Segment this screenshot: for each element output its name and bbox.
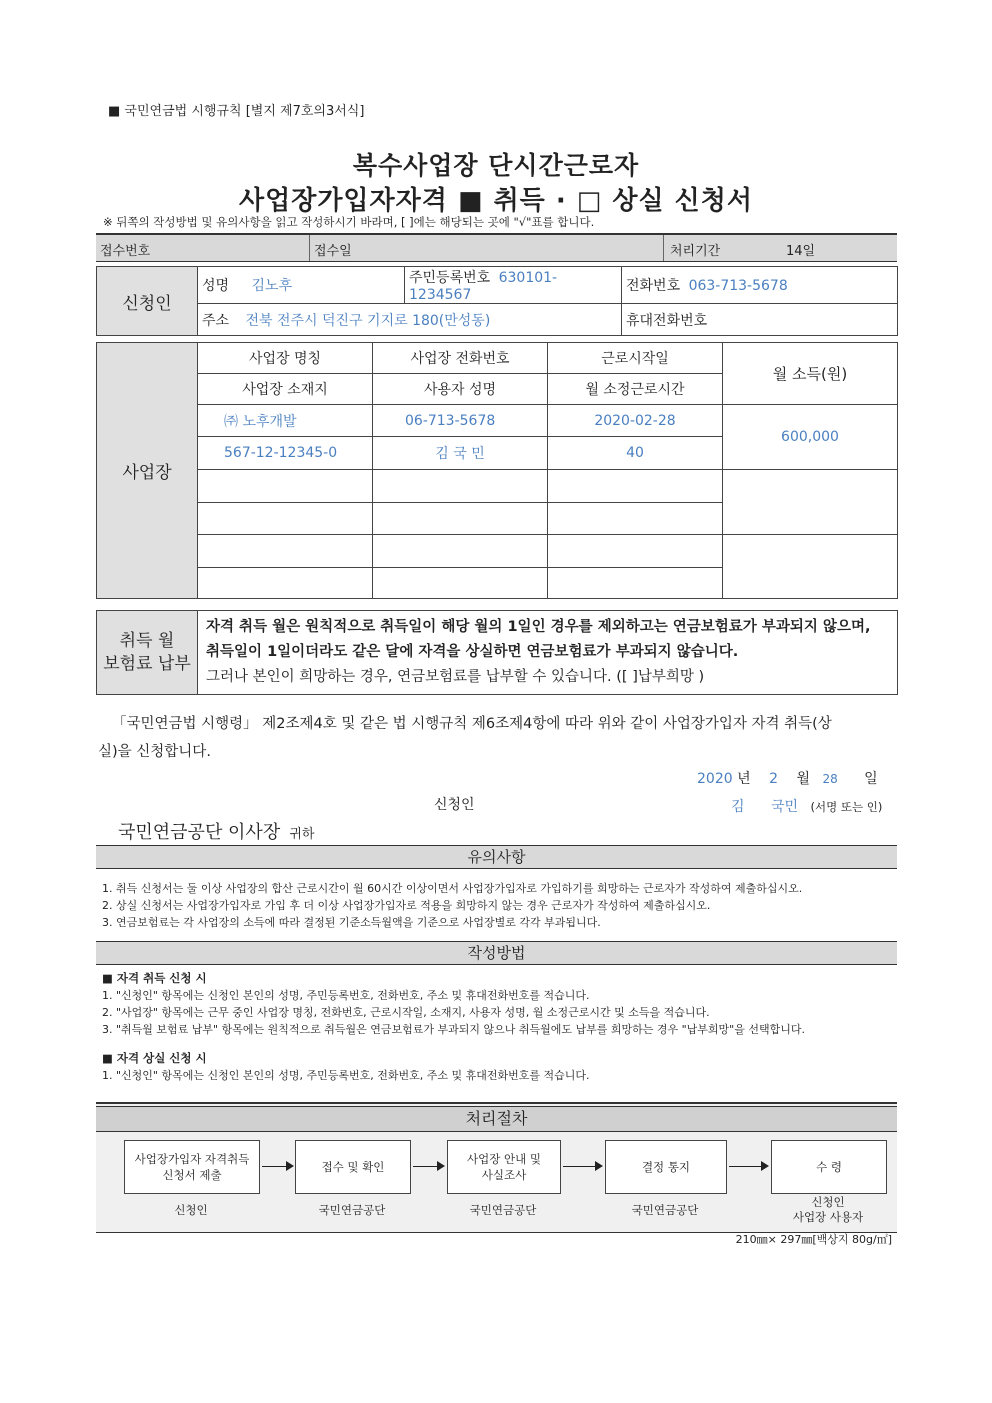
form-reference: ■ 국민연금법 시행규칙 [별지 제7호의3서식] <box>108 104 365 119</box>
applicant-address[interactable]: 전북 전주시 덕진구 기지로 180(만성동) <box>245 312 491 329</box>
form-title-line2: 사업장가입자자격 ■ 취득 · □ 상실 신청서 <box>238 186 754 216</box>
declaration-line2: 실)을 신청합니다. <box>98 744 211 760</box>
applicant-section-label: 신청인 <box>97 267 198 336</box>
date-year-unit: 년 <box>737 771 751 787</box>
row1-start-date[interactable]: 2020-02-28 <box>548 405 723 437</box>
notice-item-3: 3. 연금보험료는 각 사업장의 소득에 따라 결정된 기준소득월액을 기준으로 사업장별로 각각 부과됩니다. <box>102 916 601 929</box>
signature-note: (서명 또는 인) <box>810 800 883 814</box>
signature-row <box>731 796 882 816</box>
notice-item-2: 2. 상실 신청서는 사업장가입자로 가입 후 더 이상 사업장가입자로 적용을 희망하지 않는 경우 근로자가 작성하여 제출하십시오. <box>102 899 711 912</box>
row1-hours[interactable]: 40 <box>548 437 723 470</box>
rrn-label: 주민등록번호 <box>409 270 491 286</box>
workplace-table <box>96 342 898 599</box>
insurance-label-line1: 취득 월 <box>119 630 175 651</box>
step3-actor: 국민연금공단 <box>469 1203 537 1217</box>
row1-location[interactable]: 567-12-12345-0 <box>198 437 373 470</box>
insurance-text-normal: 그러나 본인이 희망하는 경우, 연금보험료를 납부할 수 있습니다. ([ ]납부희망 ) <box>206 669 705 685</box>
signature-name-part1[interactable]: 김 <box>731 799 745 815</box>
recipient-suffix: 귀하 <box>289 827 315 842</box>
form-title-line1: 복수사업장 단시간근로자 <box>352 151 640 180</box>
row3-hours[interactable] <box>548 568 723 599</box>
recipient <box>118 818 314 844</box>
insurance-label-line2: 보험료 납부 <box>103 653 191 674</box>
row1-monthly-income[interactable]: 600,000 <box>723 405 898 470</box>
procedure-title: 처리절차 <box>96 1106 897 1132</box>
row1-workplace-phone[interactable]: 06-713-5678 <box>373 405 548 437</box>
workplace-section-label: 사업장 <box>97 343 198 599</box>
acq-item-2: 2. "사업장" 항목에는 근무 중인 사업장 명칭, 전화번호, 근로시작일, 소재지, 사용자 성명, 월 소정근로시간 및 소득을 적습니다. <box>102 1006 710 1019</box>
notice-list <box>102 880 802 931</box>
step5-actor-line1: 신청인 <box>811 1195 845 1209</box>
arrow-2 <box>413 1166 437 1167</box>
row2-location[interactable] <box>198 503 373 535</box>
insurance-section-label <box>97 611 198 695</box>
header-location: 사업장 소재지 <box>198 374 373 405</box>
acq-item-1: 1. "신청인" 항목에는 신청인 본인의 성명, 주민등록번호, 전화번호, 주소 및 휴대전화번호를 적습니다. <box>102 989 590 1002</box>
row2-start-date[interactable] <box>548 470 723 503</box>
step1-box <box>124 1140 260 1194</box>
row2-workplace-phone[interactable] <box>373 470 548 503</box>
header-monthly-income: 월 소득(원) <box>723 343 898 405</box>
step5-line1: 수 령 <box>816 1160 842 1174</box>
step4-box <box>605 1140 727 1194</box>
arrow-1 <box>262 1166 286 1167</box>
header-employer: 사용자 성명 <box>373 374 548 405</box>
processing-period-value: 14일 <box>786 244 816 259</box>
step4-actor: 국민연금공단 <box>631 1203 699 1217</box>
step5-actor <box>766 1195 890 1225</box>
signature-label: 신청인 <box>434 797 475 813</box>
receipt-number-label: 접수번호 <box>100 244 151 259</box>
row1-workplace-name[interactable]: ㈜ 노후개발 <box>198 405 373 437</box>
loss-heading: ■ 자격 상실 신청 시 <box>102 1051 207 1065</box>
date-month[interactable]: 2 <box>769 771 778 787</box>
row3-employer[interactable] <box>373 568 548 599</box>
date-month-unit: 월 <box>796 771 810 787</box>
step2-box <box>295 1140 411 1194</box>
step1-line2: 신청서 제출 <box>162 1168 222 1182</box>
acq-heading: ■ 자격 취득 신청 시 <box>102 971 207 985</box>
row3-workplace-name[interactable] <box>198 535 373 568</box>
step5-actor-line2: 사업장 사용자 <box>792 1210 864 1224</box>
address-label: 주소 <box>202 312 230 329</box>
row3-start-date[interactable] <box>548 535 723 568</box>
mobile-label: 휴대전화번호 <box>626 312 708 329</box>
name-label: 성명 <box>202 278 230 294</box>
step4-line1: 결정 통지 <box>641 1160 691 1174</box>
paper-size: 210㎜× 297㎜[백상지 80g/㎡] <box>735 1233 892 1246</box>
receipt-date-label: 접수일 <box>314 244 352 259</box>
row3-location[interactable] <box>198 568 373 599</box>
header-start-date: 근로시작일 <box>548 343 723 374</box>
loss-item-1: 1. "신청인" 항목에는 신청인 본인의 성명, 주민등록번호, 전화번호, 주소 및 휴대전화번호를 적습니다. <box>102 1069 590 1082</box>
applicant-table <box>96 266 898 336</box>
phone-label: 전화번호 <box>626 278 681 294</box>
howto-list <box>102 970 805 1084</box>
row3-workplace-phone[interactable] <box>373 535 548 568</box>
recipient-name: 국민연금공단 이사장 <box>118 822 281 843</box>
date-day[interactable]: 28 <box>822 772 838 786</box>
row2-employer[interactable] <box>373 503 548 535</box>
row2-hours[interactable] <box>548 503 723 535</box>
header-hours: 월 소정근로시간 <box>548 374 723 405</box>
step1-actor: 신청인 <box>174 1203 208 1217</box>
step3-line1: 사업장 안내 및 <box>467 1152 541 1166</box>
step2-line1: 접수 및 확인 <box>321 1160 385 1174</box>
row1-employer[interactable]: 김 국 민 <box>373 437 548 470</box>
insurance-table <box>96 610 898 695</box>
notice-title: 유의사항 <box>96 845 897 869</box>
signature-name-part2[interactable]: 국민 <box>770 799 799 815</box>
applicant-rrn[interactable]: 630101-1234567 <box>409 270 558 303</box>
date-day-unit: 일 <box>864 771 878 787</box>
header-workplace-name: 사업장 명칭 <box>198 343 373 374</box>
row2-monthly-income[interactable] <box>723 470 898 535</box>
arrow-4 <box>729 1166 761 1167</box>
row3-monthly-income[interactable] <box>723 535 898 599</box>
acq-item-3: 3. "취득월 보험료 납부" 항목에는 원칙적으로 취득월은 연금보험료가 부과되지 않으나 취득월에도 납부를 희망하는 경우 "납부희망"을 선택합니다. <box>102 1023 805 1036</box>
receipt-bar <box>96 233 897 262</box>
declaration-line1: 「국민연금법 시행령」 제2조제4호 및 같은 법 시행규칙 제6조제4항에 따라 위와 같이 사업장가입자 자격 취득(상 <box>112 716 832 732</box>
applicant-name[interactable]: 김노후 <box>251 278 293 294</box>
step1-line1: 사업장가입자 자격취득 <box>134 1152 250 1166</box>
step3-box <box>447 1140 561 1194</box>
processing-period-label: 처리기간 <box>670 244 721 259</box>
row2-workplace-name[interactable] <box>198 470 373 503</box>
header-workplace-phone: 사업장 전화번호 <box>373 343 548 374</box>
insurance-text-bold1: 자격 취득 월은 원칙적으로 취득일이 해당 월의 1일인 경우를 제외하고는 연금보험료가 부과되지 않으며, <box>206 619 871 635</box>
arrow-3 <box>563 1166 595 1167</box>
insurance-text-bold2: 취득일이 1일이더라도 같은 달에 자격을 상실하면 연금보험료가 부과되지 않습니다. <box>206 644 739 660</box>
step5-box <box>771 1140 887 1194</box>
instruction-note: ※ 뒤쪽의 작성방법 및 유의사항을 읽고 작성하시기 바라며, [ ]에는 해당되는 곳에 "√"표를 합니다. <box>103 215 595 229</box>
notice-item-1: 1. 취득 신청서는 둘 이상 사업장의 합산 근로시간이 월 60시간 이상이면서 사업장가입자로 가입하기를 희망하는 근로자가 작성하여 제출하십시오. <box>102 882 803 895</box>
step2-actor: 국민연금공단 <box>318 1203 386 1217</box>
date-year[interactable]: 2020 <box>697 771 733 787</box>
howto-title: 작성방법 <box>96 941 897 965</box>
applicant-phone[interactable]: 063-713-5678 <box>688 278 788 294</box>
date-row <box>697 768 878 788</box>
step3-line2: 사실조사 <box>481 1168 527 1182</box>
